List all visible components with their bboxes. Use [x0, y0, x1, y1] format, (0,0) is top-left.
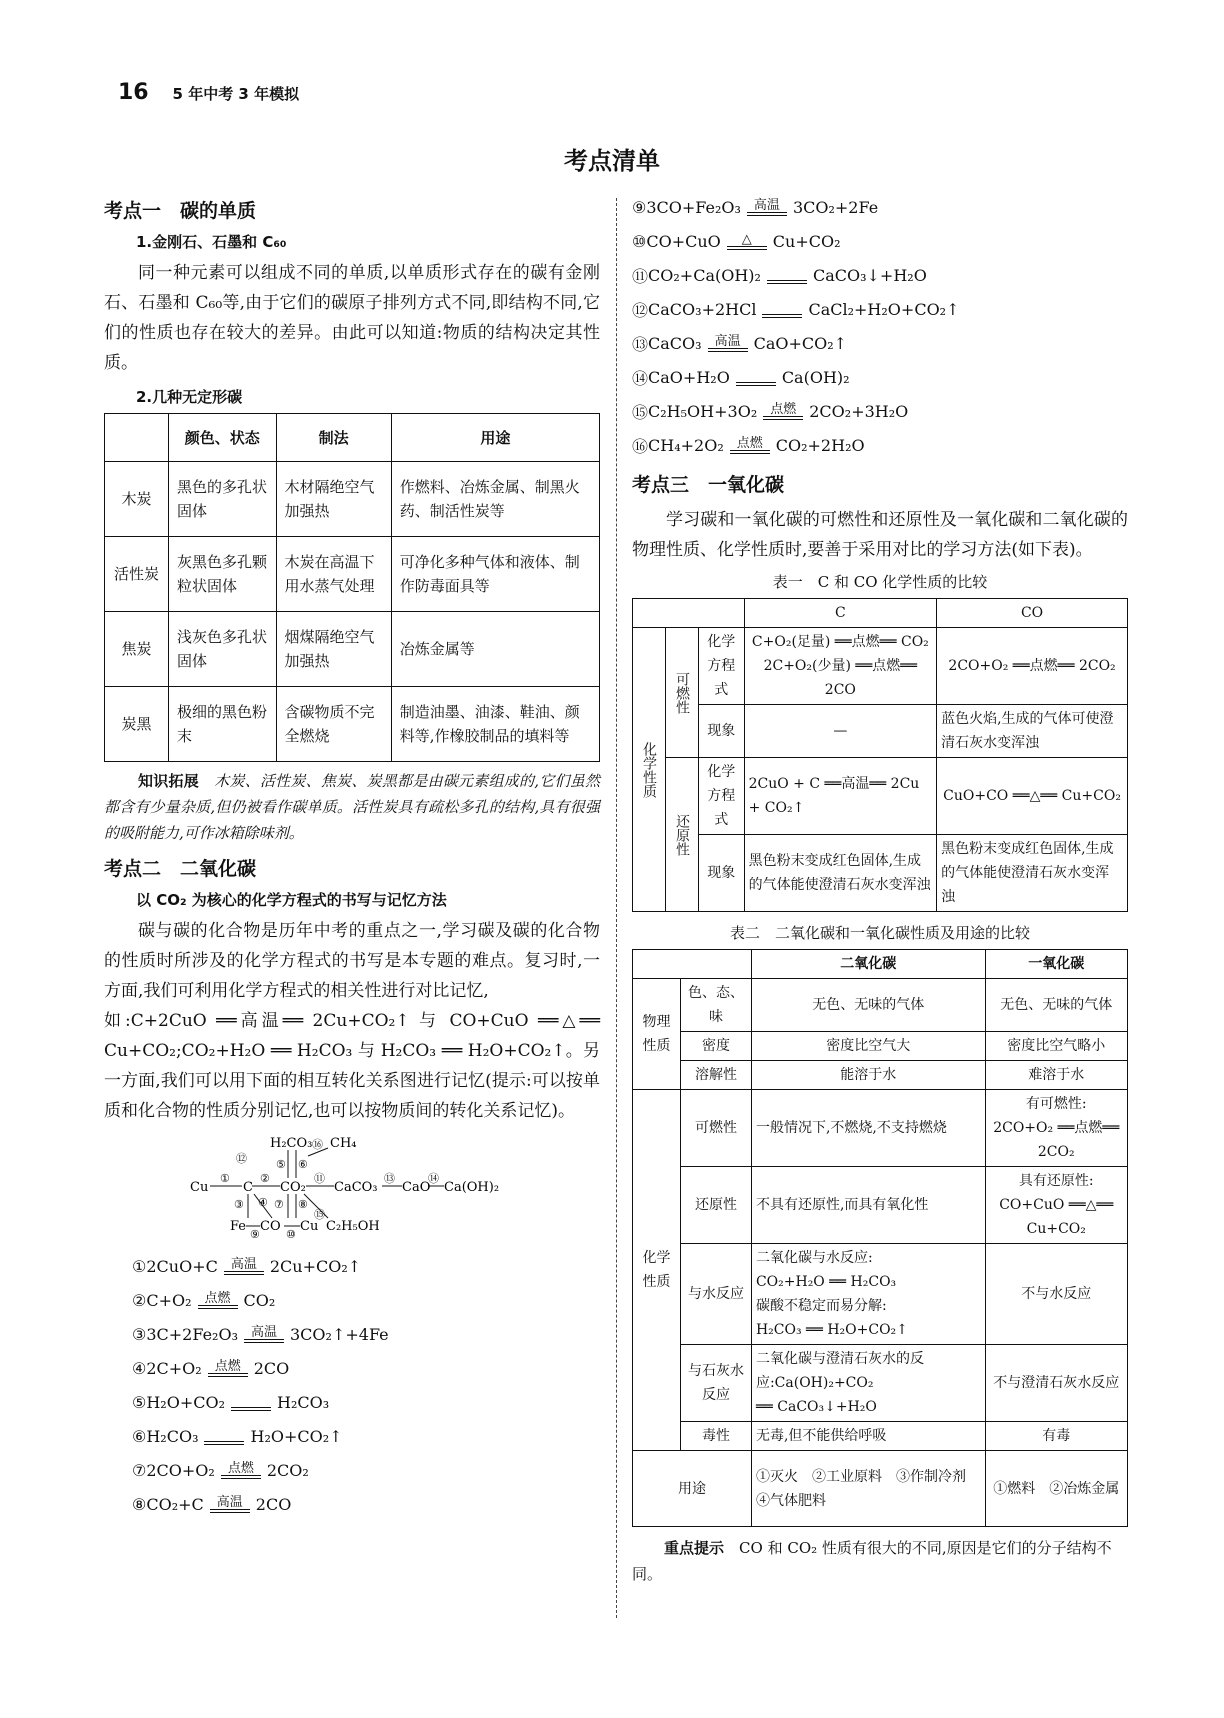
table-cell: 炭黑: [105, 687, 169, 762]
equation-row: [132, 1487, 600, 1521]
equation-row: [132, 1453, 600, 1487]
diagram-label: ⑤: [276, 1158, 286, 1171]
diagram-label: ①: [220, 1172, 230, 1185]
table-cell: 木炭: [105, 462, 169, 537]
diagram-label: ⑩: [286, 1228, 296, 1238]
equation-right: CO₂: [243, 1290, 276, 1310]
diagram-label: ⑫: [236, 1152, 247, 1165]
equation-row: [632, 360, 1128, 394]
table-cell: 黑色粉末变成红色固体,生成的气体能使澄清石灰水变浑浊: [744, 835, 937, 912]
equation-number: ⑫: [632, 300, 649, 320]
equation-left: C+O₂: [146, 1290, 192, 1310]
equation-right: 2Cu+CO₂↑: [269, 1256, 362, 1276]
equation-row: [632, 258, 1128, 292]
equation-number: ⑭: [632, 368, 649, 388]
diagram-label: ⑦: [274, 1198, 284, 1211]
equation-condition: 点燃: [736, 435, 763, 451]
book-title: 5 年中考 3 年模拟: [172, 85, 300, 103]
table-cell: 黑色粉末变成红色固体,生成的气体能使澄清石灰水变浑浊: [937, 835, 1128, 912]
table-row: [105, 687, 600, 762]
table-cell: 能溶于水: [751, 1061, 985, 1090]
table-cell: 2CuO + C ══高温══ 2Cu + CO₂↑: [744, 758, 937, 835]
equation-condition: 高温: [714, 333, 741, 349]
table-cell: 密度比空气大: [751, 1032, 985, 1061]
table-cell: 灰黑色多孔颗粒状固体: [169, 537, 277, 612]
equation-left: CaCO₃+2HCl: [648, 299, 757, 319]
table-cell: 含碳物质不完全燃烧: [276, 687, 391, 762]
table-cell: 不具有还原性,而具有氧化性: [751, 1167, 985, 1244]
equation-right: 3CO₂↑+4Fe: [290, 1324, 389, 1344]
equation-number: ①: [132, 1256, 147, 1276]
equation-left: 2C+O₂: [146, 1358, 202, 1378]
equation-condition: 高温: [753, 197, 780, 213]
table-cell: —: [744, 705, 937, 758]
diagram-node: C: [243, 1180, 253, 1195]
diagram-node: H₂CO₃: [270, 1136, 313, 1151]
equation-left: CO₂+Ca(OH)₂: [648, 265, 761, 285]
equation-number: ⑦: [132, 1460, 147, 1480]
ext-text: 木炭、活性炭、焦炭、炭黑都是由碳元素组成的,它们虽然都含有少量杂质,但仍被看作碳单质。活性炭具有疏松多孔的结构,具有很强的吸附能力,可作冰箱除味剂。: [104, 772, 600, 842]
table-cell: ①燃料 ②冶炼金属: [985, 1451, 1127, 1527]
cell-line: 二氧化碳与水反应:: [755, 1250, 873, 1266]
equation-arrow: [221, 1462, 261, 1479]
diagram-node: C₂H₅OH: [326, 1219, 380, 1234]
equation-arrow: [762, 301, 802, 318]
diagram-label: ⑧: [298, 1198, 308, 1211]
equation-number: ③: [132, 1324, 147, 1344]
conversion-diagram: [188, 1134, 508, 1238]
equation-list-right: [604, 190, 1128, 462]
equation-condition: 点燃: [214, 1358, 241, 1374]
table-cell: [751, 1345, 985, 1422]
equation-row: [632, 394, 1128, 428]
equation-row: [132, 1283, 600, 1317]
table-cell: 作燃料、冶炼金属、制黑火药、制活性炭等: [391, 462, 599, 537]
table-header: [105, 414, 169, 462]
equation-right: CaCl₂+H₂O+CO₂↑: [808, 299, 960, 319]
equation-bar: [762, 314, 802, 318]
equation-left: CaCO₃: [648, 333, 702, 353]
table-cell: [985, 1167, 1127, 1244]
equation-bar: [767, 280, 807, 284]
table-header: 用途: [391, 414, 599, 462]
diagram-node: CaCO₃: [334, 1180, 378, 1195]
equation: CO+CuO ══△══ Cu+CO₂: [999, 1197, 1114, 1237]
equation-left: 2CuO+C: [146, 1256, 218, 1276]
table-cell: 不与澄清石灰水反应: [985, 1345, 1127, 1422]
group-label: 用途: [633, 1451, 752, 1527]
equation-right: Ca(OH)₂: [781, 367, 850, 387]
equation-number: ②: [132, 1290, 147, 1310]
table-cell: 无色、无味的气体: [751, 979, 985, 1032]
equation-right: CaCO₃↓+H₂O: [812, 265, 927, 285]
equation-right: 2CO₂: [266, 1460, 309, 1480]
page-header: [118, 80, 299, 105]
equation-arrow: [231, 1394, 271, 1411]
equation-row: [632, 428, 1128, 462]
table-header: CO: [937, 599, 1128, 628]
equation-number: ⑮: [632, 402, 649, 422]
table-header: 一氧化碳: [985, 950, 1127, 979]
row-label: 毒性: [681, 1422, 752, 1451]
diagram-node: CaO: [402, 1180, 431, 1195]
diagram-node: CO: [260, 1219, 281, 1234]
equation-number: ⑩: [632, 231, 647, 251]
table-cell: 黑色的多孔状固体: [169, 462, 277, 537]
equation-arrow: [736, 369, 776, 386]
table-cell: 无毒,但不能供给呼吸: [751, 1422, 985, 1451]
equation-number: ⑯: [632, 436, 649, 456]
paragraph-co: 学习碳和一氧化碳的可燃性和还原性及一氧化碳和二氧化碳的物理性质、化学性质时,要善于采用对比的学习方法(如下表)。: [632, 510, 1128, 560]
page-number: 16: [118, 80, 149, 105]
diagram-label: ②: [260, 1172, 270, 1185]
diagram-node: CO₂: [280, 1180, 306, 1195]
table-cell: 烟煤隔绝空气加强热: [276, 612, 391, 687]
table-header: C: [744, 599, 937, 628]
equation-arrow: [730, 437, 770, 454]
diagram-node: CH₄: [330, 1136, 357, 1151]
table-cell: 焦炭: [105, 612, 169, 687]
equation-left: 3CO+Fe₂O₃: [646, 197, 741, 217]
diagram-label: ⑪: [314, 1172, 325, 1185]
equation-right: H₂CO₃: [277, 1392, 330, 1412]
equation-arrow: [767, 267, 807, 284]
equation-number: ④: [132, 1358, 147, 1378]
row-label: 密度: [681, 1032, 752, 1061]
cell-line: 具有还原性:: [1018, 1173, 1094, 1189]
equation-condition: [778, 301, 786, 314]
equation-right: 2CO: [255, 1494, 292, 1514]
equation: C+O₂(足量) ══点燃══ CO₂: [751, 634, 929, 650]
table-row: [105, 537, 600, 612]
equation-list-left: [104, 1249, 600, 1521]
paragraph-co2-2: 如:C+2CuO ══高温══ 2Cu+CO₂↑ 与 CO+CuO ══△══ Cu+CO₂;CO₂+H₂O ══ H₂CO₃ 与 H₂CO₃ ══ H₂O+CO₂↑。另一方面,我们可以用下面的相互转化关系图进行记忆(提示:可以按单质和化合物的性质分别记忆,也可以按物质间的转化关系记忆)。: [104, 1011, 600, 1121]
equation-condition: 高温: [250, 1324, 277, 1340]
equation-left: CH₄+2O₂: [648, 435, 724, 455]
group-label: 物理性质: [633, 979, 681, 1090]
section-heading-2: 考点二 二氧化碳: [104, 858, 257, 880]
cell-line: 有可燃性:: [1025, 1096, 1087, 1112]
equation-left: H₂CO₃: [146, 1426, 199, 1446]
equation-left: 2CO+O₂: [146, 1460, 215, 1480]
table-cell: 可净化多种气体和液体、制作防毒面具等: [391, 537, 599, 612]
equation-left: 3C+2Fe₂O₃: [146, 1324, 238, 1344]
diagram-label: ⑭: [428, 1172, 439, 1185]
equation-bar: [204, 1441, 244, 1445]
equation-condition: [783, 267, 791, 280]
equation-right: 2CO₂+3H₂O: [809, 401, 909, 421]
table-header: 颜色、状态: [169, 414, 277, 462]
knowledge-extension: [104, 768, 600, 846]
table-cell: 难溶于水: [985, 1061, 1127, 1090]
ext-label: 知识拓展: [138, 772, 199, 790]
equation-right: CaO+CO₂↑: [753, 333, 848, 353]
table-cell: 木炭在高温下用水蒸气处理: [276, 537, 391, 612]
right-column: [632, 190, 1128, 1587]
diagram-label: ⑯: [312, 1138, 323, 1151]
table-cell: [751, 1244, 985, 1345]
diagram-label: ⑬: [384, 1172, 395, 1185]
row-label: 现象: [699, 835, 745, 912]
subheading-amorphous: 2.几种无定形碳: [136, 388, 243, 406]
table-cell: 一般情况下,不燃烧,不支持燃烧: [751, 1090, 985, 1167]
row-label: 与石灰水反应: [681, 1345, 752, 1422]
equation-condition: [752, 369, 760, 382]
equation-arrow: [727, 233, 767, 250]
table-cell: 浅灰色多孔状固体: [169, 612, 277, 687]
equation-bar: [736, 382, 776, 386]
equation-condition: 点燃: [770, 401, 797, 417]
equation-row: [132, 1317, 600, 1351]
equation-row: [632, 224, 1128, 258]
equation-arrow: [198, 1292, 238, 1309]
equation-bar: [231, 1407, 271, 1411]
table-cell: 木材隔绝空气加强热: [276, 462, 391, 537]
equation-row: [132, 1351, 600, 1385]
equation-row: [132, 1249, 600, 1283]
diagram-label: ⑨: [250, 1228, 260, 1238]
table-cell: [744, 628, 937, 705]
amorphous-carbon-table: [104, 413, 600, 762]
equation-number: ⑬: [632, 334, 649, 354]
left-column: [104, 192, 600, 1521]
row-label: 溶解性: [681, 1061, 752, 1090]
paragraph-allotropes: 同一种元素可以组成不同的单质,以单质形式存在的碳有金刚石、石墨和 C₆₀等,由于它们的碳原子排列方式不同,即结构不同,它们的性质也存在较大的差异。由此可以知道:物质的结构决定其性质。: [104, 263, 600, 373]
row-label: 化学方程式: [699, 758, 745, 835]
equation-condition: [247, 1394, 255, 1407]
equation-arrow: [763, 403, 803, 420]
table-cell: [985, 1090, 1127, 1167]
diagram-node: Fe: [230, 1219, 247, 1234]
equation-right: Cu+CO₂: [772, 231, 841, 251]
equation-number: ⑥: [132, 1426, 147, 1446]
paragraph-co2-1: 碳与碳的化合物是历年中考的重点之一,学习碳及碳的化合物的性质时所涉及的化学方程式的书写是本专题的难点。复习时,一方面,我们可利用化学方程式的相关性进行对比记忆,: [104, 921, 600, 1001]
equation-condition: 点燃: [204, 1290, 231, 1306]
equation-right: 2CO: [253, 1358, 290, 1378]
equation-right: H₂O+CO₂↑: [250, 1426, 343, 1446]
tip-text: CO 和 CO₂ 性质有很大的不同,原因是它们的分子结构不同。: [632, 1539, 1112, 1583]
table1-caption: 表一 C 和 CO 化学性质的比较: [772, 573, 988, 591]
equation-left: H₂O+CO₂: [146, 1392, 226, 1412]
c-co-comparison-table: [632, 598, 1128, 912]
equation-left: CO+CuO: [646, 231, 721, 251]
equation-right: CO₂+2H₂O: [775, 435, 865, 455]
diagram-label: ⑮: [314, 1208, 325, 1221]
diagram-node: Cu: [300, 1219, 319, 1234]
equation: ══ CaCO₃↓+H₂O: [755, 1399, 877, 1415]
table-cell: ①灭火 ②工业原料 ③作制冷剂 ④气体肥料: [751, 1451, 985, 1527]
equation: H₂CO₃ ══ H₂O+CO₂↑: [755, 1322, 908, 1338]
table-cell: 极细的黑色粉末: [169, 687, 277, 762]
group-label: 化学性质: [633, 628, 666, 912]
equation-number: ⑪: [632, 266, 649, 286]
group-label: 可燃性: [666, 628, 699, 758]
row-label: 色、态、味: [681, 979, 752, 1032]
table-cell: 密度比空气略小: [985, 1032, 1127, 1061]
equation-arrow: [244, 1326, 284, 1343]
table-cell: 有毒: [985, 1422, 1127, 1451]
diagram-label: ③: [234, 1198, 244, 1211]
diagram-label: ⑥: [298, 1158, 308, 1171]
table-cell: 无色、无味的气体: [985, 979, 1127, 1032]
row-label: 与水反应: [681, 1244, 752, 1345]
equation-condition: 高温: [216, 1494, 243, 1510]
equation-condition: 点燃: [227, 1460, 254, 1476]
co2-co-comparison-table: [632, 949, 1128, 1527]
tip-label: 重点提示: [664, 1539, 725, 1557]
row-label: 还原性: [681, 1167, 752, 1244]
subheading-co2-method: 以 CO₂ 为核心的化学方程式的书写与记忆方法: [136, 891, 447, 909]
equation-arrow: [224, 1258, 264, 1275]
row-label: 化学方程式: [699, 628, 745, 705]
table-row: [105, 462, 600, 537]
equation-condition: 高温: [230, 1256, 257, 1272]
table-cell: 活性炭: [105, 537, 169, 612]
subheading-diamond: 1.金刚石、石墨和 C₆₀: [136, 233, 287, 251]
table-cell: 制造油墨、油漆、鞋油、颜料等,作橡胶制品的填料等: [391, 687, 599, 762]
equation-condition: △: [741, 231, 752, 247]
row-label: 现象: [699, 705, 745, 758]
group-label: 化学性质: [633, 1090, 681, 1451]
table-cell: CuO+CO ══△══ Cu+CO₂: [937, 758, 1128, 835]
table-cell: 不与水反应: [985, 1244, 1127, 1345]
equation-condition: [220, 1428, 228, 1441]
equation-arrow: [208, 1360, 248, 1377]
equation-number: ⑧: [132, 1494, 147, 1514]
diagram-nodes: [190, 1136, 499, 1234]
table-header: 二氧化碳: [751, 950, 985, 979]
page-title: 考点清单: [564, 147, 660, 175]
diagram-node: Ca(OH)₂: [444, 1180, 500, 1195]
equation-number: ⑨: [632, 197, 647, 217]
equation-arrow: [210, 1496, 250, 1513]
equation-number: ⑤: [132, 1392, 147, 1412]
cell-line: 碳酸不稳定而易分解:: [755, 1298, 887, 1314]
table-header: 制法: [276, 414, 391, 462]
equation: 2C+O₂(少量) ══点燃══ 2CO: [763, 658, 918, 698]
equation-arrow: [204, 1428, 244, 1445]
group-label: 还原性: [666, 758, 699, 912]
table2-caption: 表二 二氧化碳和一氧化碳性质及用途的比较: [729, 924, 1030, 942]
equation-left: CaO+H₂O: [648, 367, 730, 387]
diagram-label: ④: [258, 1196, 268, 1209]
table-cell: 蓝色火焰,生成的气体可使澄清石灰水变浑浊: [937, 705, 1128, 758]
table-cell: 2CO+O₂ ══点燃══ 2CO₂: [937, 628, 1128, 705]
equation-row: [132, 1419, 600, 1453]
equation-arrow: [747, 199, 787, 216]
equation-row: [632, 326, 1128, 360]
equation-arrow: [708, 335, 748, 352]
equation-row: [632, 292, 1128, 326]
section-heading-1: 考点一 碳的单质: [104, 200, 257, 222]
equation-left: CO₂+C: [146, 1494, 204, 1514]
diagram-node: Cu: [190, 1180, 209, 1195]
cell-line: 二氧化碳与澄清石灰水的反应:Ca(OH)₂+CO₂: [755, 1351, 924, 1391]
key-tip: [632, 1535, 1128, 1587]
equation-left: C₂H₅OH+3O₂: [648, 401, 758, 421]
equation-right: 3CO₂+2Fe: [792, 197, 879, 217]
equation: 2CO+O₂ ══点燃══ 2CO₂: [993, 1120, 1120, 1160]
equation-row: [632, 190, 1128, 224]
table-row: [105, 612, 600, 687]
section-heading-3: 考点三 一氧化碳: [632, 474, 785, 496]
row-label: 可燃性: [681, 1090, 752, 1167]
equation: CO₂+H₂O ══ H₂CO₃: [755, 1274, 897, 1290]
equation-row: [132, 1385, 600, 1419]
table-cell: 冶炼金属等: [391, 612, 599, 687]
